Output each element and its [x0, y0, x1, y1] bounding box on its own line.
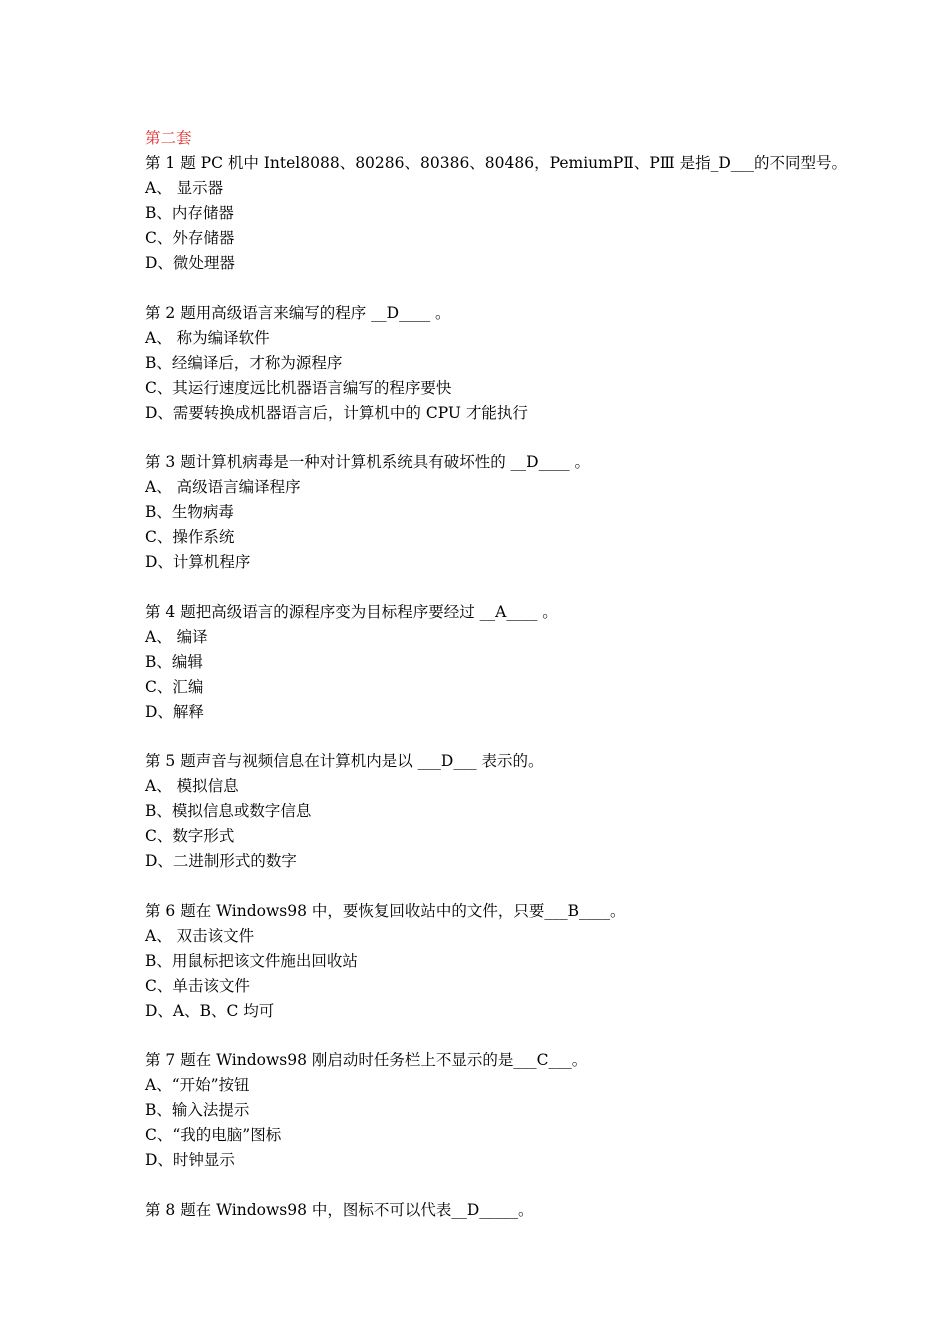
- question-4-option-c: C、汇编: [145, 677, 204, 696]
- question-7-stem: 第 7 题在 Windows98 刚启动时任务栏上不显示的是___C___。: [145, 1051, 588, 1069]
- document-content: [145, 126, 905, 1223]
- question-6-stem: 第 6 题在 Windows98 中，要恢复回收站中的文件，只要___B____。: [145, 901, 626, 920]
- spacer: [145, 1173, 905, 1198]
- question-3-option-b: B、生物病毒: [145, 503, 234, 521]
- question-6-option-a: A、 双击该文件: [145, 926, 255, 945]
- question-3-option-c: C、操作系统: [145, 528, 235, 546]
- question-5-option-b: B、模拟信息或数字信息: [145, 802, 312, 820]
- question-2-option-b: B、经编译后，才称为源程序: [145, 353, 343, 372]
- question-5-option-d: D、二进制形式的数字: [145, 852, 297, 870]
- spacer: [145, 725, 905, 750]
- question-3-option-d: D、计算机程序: [145, 553, 251, 571]
- question-6-option-b: B、用鼠标把该文件施出回收站: [145, 951, 358, 970]
- spacer: [145, 1024, 905, 1049]
- question-4-option-a: A、 编译: [145, 627, 208, 646]
- question-1-option-d: D、微处理器: [145, 254, 235, 272]
- question-2-option-c: C、其运行速度远比机器语言编写的程序要快: [145, 378, 452, 397]
- question-3-stem: 第 3 题计算机病毒是一种对计算机系统具有破坏性的 __D____ 。: [145, 453, 590, 471]
- question-2-stem: 第 2 题用高级语言来编写的程序 __D____ 。: [145, 303, 451, 322]
- question-8-stem: 第 8 题在 Windows98 中，图标不可以代表__D_____。: [145, 1200, 534, 1219]
- question-4-stem: 第 4 题把高级语言的源程序变为目标程序要经过 __A____ 。: [145, 602, 558, 621]
- question-2-option-a: A、 称为编译软件: [145, 328, 270, 347]
- question-2-option-d: D、需要转换成机器语言后，计算机中的 CPU 才能执行: [145, 403, 528, 422]
- question-1-option-b: B、内存储器: [145, 204, 234, 222]
- question-6-option-d: D、A、B、C 均可: [145, 1001, 275, 1020]
- document-title: 第二套: [145, 129, 192, 147]
- question-6-option-c: C、单击该文件: [145, 976, 250, 995]
- question-4-option-b: B、编辑: [145, 652, 203, 671]
- question-7-option-c: C、“我的电脑”图标: [145, 1126, 282, 1144]
- question-1-stem: 第 1 题 PC 机中 Intel8088、80286、80386、80486，PemiumPⅡ、PⅢ 是指_D___的不同型号。: [145, 154, 848, 172]
- spacer: [145, 276, 905, 301]
- question-7-option-a: A、“开始”按钮: [145, 1076, 250, 1094]
- question-7-option-b: B、输入法提示: [145, 1101, 250, 1119]
- question-1-option-c: C、外存储器: [145, 229, 235, 247]
- question-5-stem: 第 5 题声音与视频信息在计算机内是以 ___D___ 表示的。: [145, 752, 544, 770]
- spacer: [145, 874, 905, 899]
- question-5-option-c: C、数字形式: [145, 827, 235, 845]
- question-7-option-d: D、时钟显示: [145, 1151, 235, 1169]
- spacer: [145, 426, 905, 451]
- question-3-option-a: A、 高级语言编译程序: [145, 478, 301, 496]
- question-4-option-d: D、解释: [145, 702, 204, 721]
- spacer: [145, 575, 905, 600]
- question-1-option-a: A、 显示器: [145, 179, 224, 197]
- question-5-option-a: A、 模拟信息: [145, 777, 239, 795]
